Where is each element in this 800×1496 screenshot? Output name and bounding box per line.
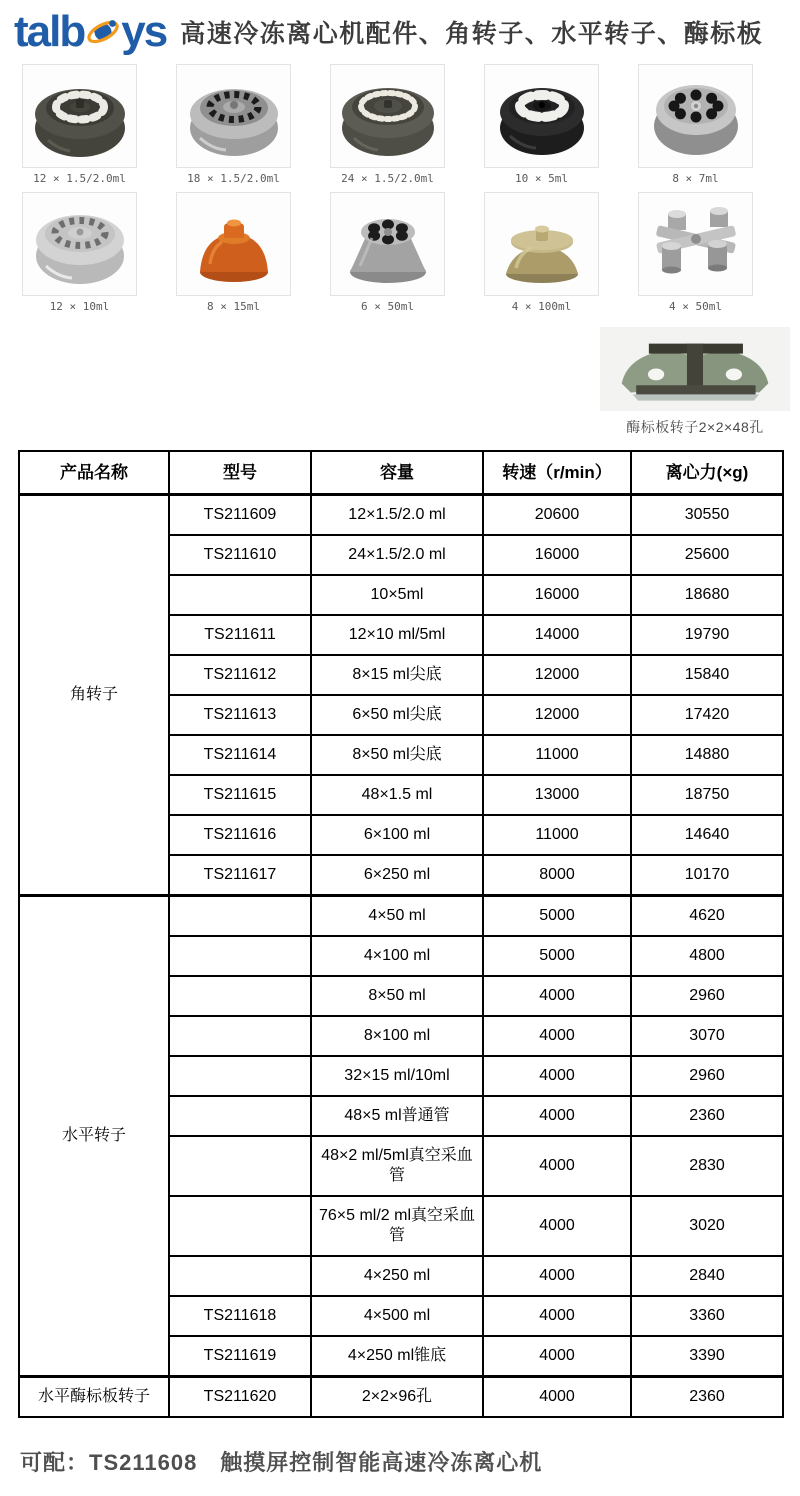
product-caption: 12 × 1.5/2.0ml [33,172,126,185]
product-caption: 4 × 100ml [511,300,572,313]
page-title: 高速冷冻离心机配件、角转子、水平转子、酶标板 [180,20,764,48]
header-product-name: 产品名称 [19,451,169,495]
product-group-cell: 水平酶标板转子 [19,1377,169,1418]
force-cell: 4620 [631,896,783,937]
speed-cell: 16000 [483,535,631,575]
force-cell: 3390 [631,1336,783,1377]
model-cell: TS211617 [169,855,311,896]
speed-cell: 4000 [483,976,631,1016]
speed-cell: 13000 [483,775,631,815]
model-cell: TS211616 [169,815,311,855]
product-item [330,192,445,313]
force-cell: 18750 [631,775,783,815]
force-cell: 3020 [631,1196,783,1256]
capacity-cell: 4×250 ml锥底 [311,1336,483,1377]
speed-cell: 5000 [483,896,631,937]
speed-cell: 8000 [483,855,631,896]
capacity-cell: 10×5ml [311,575,483,615]
force-cell: 30550 [631,495,783,536]
logo-text-right: ys [121,7,167,56]
force-cell: 19790 [631,615,783,655]
capacity-cell: 6×50 ml尖底 [311,695,483,735]
header-speed: 转速（r/min） [483,451,631,495]
speed-cell: 4000 [483,1296,631,1336]
model-cell: TS211612 [169,655,311,695]
rotor-image-24x1.5ml [330,64,445,168]
logo-text-left: talb [14,7,85,56]
microplate-rotor-image [600,327,790,411]
rotor-image-4x50ml-swing [638,192,753,296]
model-cell: TS211611 [169,615,311,655]
capacity-cell: 76×5 ml/2 ml真空采血管 [311,1196,483,1256]
force-cell: 2830 [631,1136,783,1196]
gallery-extra-row [22,327,800,437]
speed-cell: 11000 [483,735,631,775]
product-item [330,64,445,185]
product-caption: 酶标板转子2×2×48孔 [626,419,764,435]
rotor-image-10x5ml [484,64,599,168]
table-header-row [19,451,783,495]
logo-orbit-o-icon [85,13,121,57]
force-cell: 3360 [631,1296,783,1336]
table-row [19,896,783,937]
capacity-cell: 8×50 ml [311,976,483,1016]
product-item [22,192,137,313]
model-cell [169,1136,311,1196]
model-cell [169,896,311,937]
model-cell [169,575,311,615]
speed-cell: 4000 [483,1096,631,1136]
force-cell: 3070 [631,1016,783,1056]
product-caption: 8 × 15ml [207,300,260,313]
speed-cell: 4000 [483,1377,631,1418]
capacity-cell: 6×100 ml [311,815,483,855]
force-cell: 2360 [631,1096,783,1136]
speed-cell: 11000 [483,815,631,855]
gallery-row-2 [22,192,800,313]
product-item [638,192,753,313]
model-cell: TS211615 [169,775,311,815]
model-cell [169,1256,311,1296]
product-item [638,64,753,185]
force-cell: 2960 [631,1056,783,1096]
model-cell: TS211610 [169,535,311,575]
capacity-cell: 4×100 ml [311,936,483,976]
model-cell: TS211618 [169,1296,311,1336]
capacity-cell: 12×10 ml/5ml [311,615,483,655]
rotor-image-6x50ml [330,192,445,296]
capacity-cell: 4×50 ml [311,896,483,937]
spec-table-body [19,495,783,1418]
product-caption: 6 × 50ml [361,300,414,313]
model-cell [169,936,311,976]
force-cell: 15840 [631,655,783,695]
force-cell: 4800 [631,936,783,976]
capacity-cell: 8×50 ml尖底 [311,735,483,775]
product-group-cell: 角转子 [19,495,169,896]
capacity-cell: 12×1.5/2.0 ml [311,495,483,536]
speed-cell: 4000 [483,1016,631,1056]
capacity-cell: 8×15 ml尖底 [311,655,483,695]
rotor-image-8x15ml [176,192,291,296]
header-capacity: 容量 [311,451,483,495]
speed-cell: 4000 [483,1056,631,1096]
capacity-cell: 2×2×96孔 [311,1377,483,1418]
capacity-cell: 48×5 ml普通管 [311,1096,483,1136]
product-gallery [0,58,800,437]
rotor-image-8x7ml [638,64,753,168]
capacity-cell: 4×250 ml [311,1256,483,1296]
force-cell: 17420 [631,695,783,735]
product-item [484,64,599,185]
product-caption: 12 × 10ml [49,300,110,313]
capacity-cell: 8×100 ml [311,1016,483,1056]
speed-cell: 16000 [483,575,631,615]
speed-cell: 14000 [483,615,631,655]
capacity-cell: 6×250 ml [311,855,483,896]
header-model: 型号 [169,451,311,495]
model-cell: TS211609 [169,495,311,536]
speed-cell: 5000 [483,936,631,976]
product-caption: 18 × 1.5/2.0ml [187,172,280,185]
speed-cell: 4000 [483,1336,631,1377]
rotor-image-12x10ml [22,192,137,296]
footer-note: 可配：TS211608 触摸屏控制智能高速冷冻离心机 [20,1450,543,1476]
product-caption: 4 × 50ml [669,300,722,313]
force-cell: 2840 [631,1256,783,1296]
product-item [600,327,790,437]
model-cell [169,976,311,1016]
rotor-image-4x100ml [484,192,599,296]
model-cell: TS211619 [169,1336,311,1377]
force-cell: 14640 [631,815,783,855]
model-cell [169,1196,311,1256]
talboys-logo [14,7,166,57]
product-group-cell: 水平转子 [19,896,169,1377]
page-header [0,0,800,58]
spec-table [18,450,784,1418]
model-cell: TS211614 [169,735,311,775]
product-caption: 10 × 5ml [515,172,568,185]
rotor-image-12x1.5ml [22,64,137,168]
product-caption: 8 × 7ml [672,172,719,185]
force-cell: 2960 [631,976,783,1016]
product-item [176,64,291,185]
speed-cell: 4000 [483,1256,631,1296]
model-cell: TS211613 [169,695,311,735]
speed-cell: 12000 [483,695,631,735]
capacity-cell: 4×500 ml [311,1296,483,1336]
product-item [484,192,599,313]
model-cell [169,1056,311,1096]
header-force: 离心力(×g) [631,451,783,495]
product-caption: 24 × 1.5/2.0ml [341,172,434,185]
speed-cell: 4000 [483,1136,631,1196]
capacity-cell: 32×15 ml/10ml [311,1056,483,1096]
rotor-image-18x1.5ml [176,64,291,168]
model-cell [169,1096,311,1136]
force-cell: 25600 [631,535,783,575]
force-cell: 18680 [631,575,783,615]
product-item [22,64,137,185]
speed-cell: 12000 [483,655,631,695]
force-cell: 10170 [631,855,783,896]
model-cell [169,1016,311,1056]
force-cell: 2360 [631,1377,783,1418]
capacity-cell: 48×2 ml/5ml真空采血管 [311,1136,483,1196]
table-row [19,1377,783,1418]
product-item [176,192,291,313]
model-cell: TS211620 [169,1377,311,1418]
gallery-row-1 [22,64,800,185]
speed-cell: 4000 [483,1196,631,1256]
table-row [19,495,783,536]
speed-cell: 20600 [483,495,631,536]
capacity-cell: 24×1.5/2.0 ml [311,535,483,575]
capacity-cell: 48×1.5 ml [311,775,483,815]
force-cell: 14880 [631,735,783,775]
